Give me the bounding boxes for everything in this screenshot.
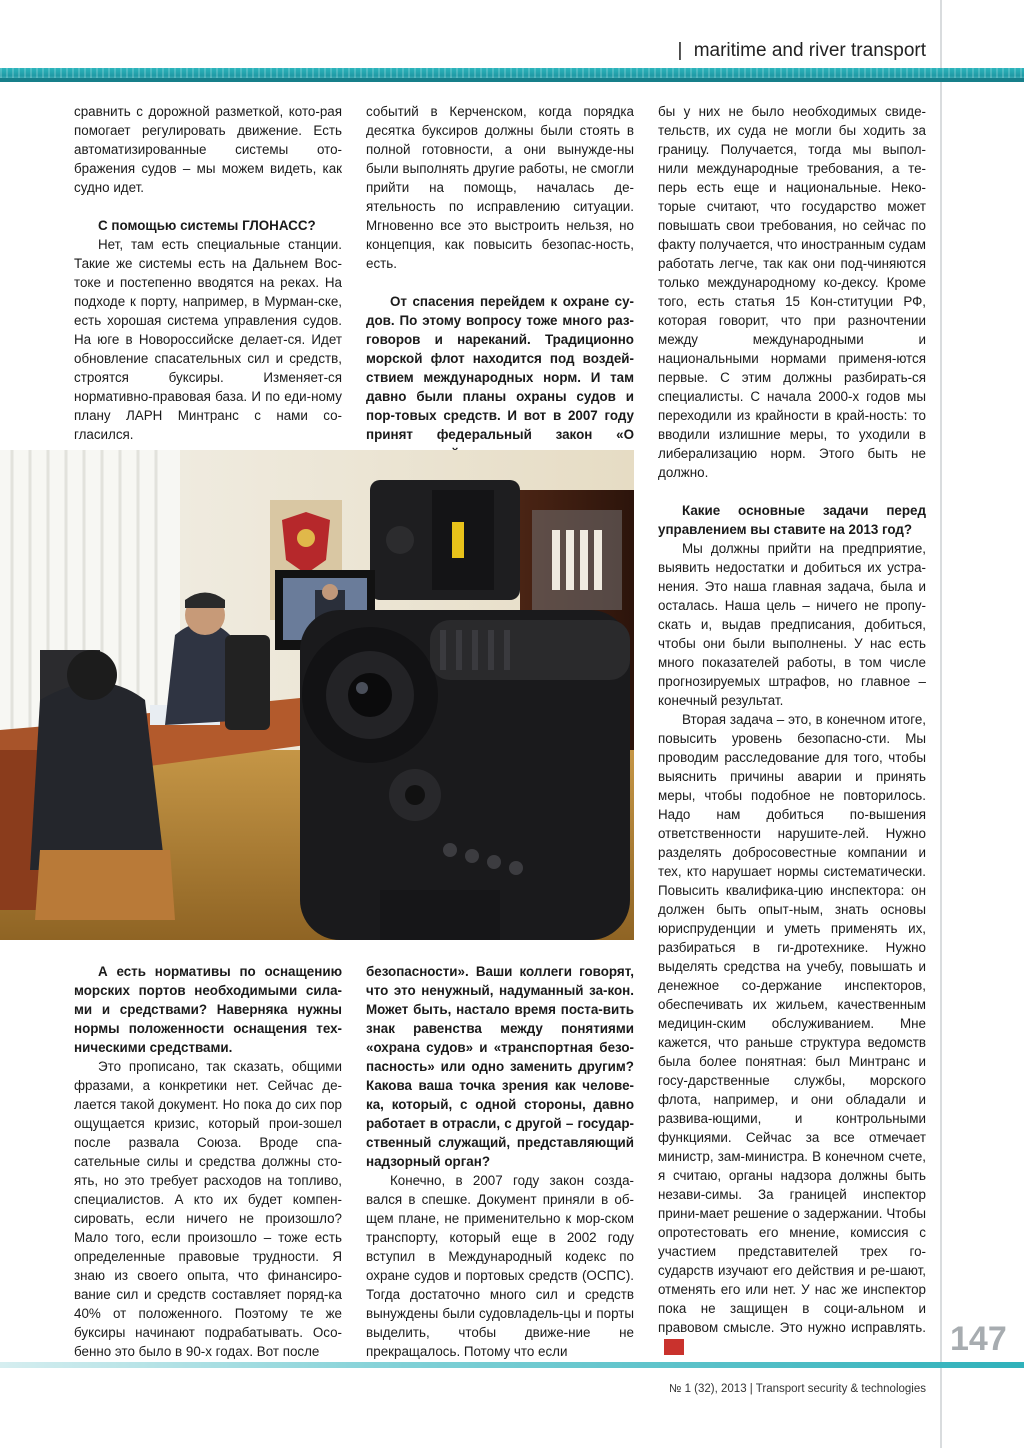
- header-band: [0, 68, 1024, 82]
- paragraph: сравнить с дорожной разметкой, кото-рая помогает регулировать движение. Есть автоматизированные системы ото-бражения судов – мы можем видеть, как судно идет.: [74, 104, 342, 195]
- interview-photo: [0, 450, 634, 940]
- footer-band: [0, 1362, 1024, 1368]
- page-number: 147: [950, 1320, 1007, 1358]
- column-3: [658, 102, 926, 1356]
- column-2-bottom: [366, 962, 634, 1361]
- end-logo: TST: [664, 1339, 684, 1355]
- paragraph: событий в Керченском, когда порядка десятка буксиров должны были стоять в полной готовности, а они вынужде-ны были выполнять другие работы, не смогли прийти на помощь, началась де-ятельность по исправлению ситуации. Мгновенно все это выстроить нельзя, но концепция, как повысить безопас-ность, есть.: [366, 104, 634, 271]
- paragraph: бы у них не было необходимых свиде-тельств, их суда не могли бы ходить за границу. Получается, тогда мы выпол-нили международные требования, а те-перь есть еще и национальные. Неко-торые считают, что государство может повышать свои требования, но сейчас по факту получается, что иностранным судам работать легче, так как они под-чиняются только международному ко-дексу. Кроме того, есть статья 15 Кон-ституции РФ, которая говорит, что при разночтении между международными и национальными нормами применя-ются первые. С этим должны разбирать-ся специалисты. С начала 2000-х годов мы переходили из крайности в край-ность: то вводили излишние меры, то уходили в либерализацию норм. Этого быть не должно.: [658, 104, 926, 480]
- header-divider: |: [677, 40, 683, 61]
- paragraph: С помощью системы ГЛОНАСС?: [98, 218, 316, 233]
- paragraph: Нет, там есть специальные станции. Такие же системы есть на Дальнем Вос-токе и постепенно вводятся на реках. На подходе к порту, например, в Мурман-ске, есть хорошая система управления судов. На юге в Новороссийске делает-ся. Идет обновление спасательных сил и средств, строятся буксиры. Изменяет-ся нормативно-правовая база. И по еди-ному плану ЛАРН Минтранс с нами со-гласился.: [74, 237, 342, 442]
- paragraph: Это прописано, так сказать, общими фразами, а конкретики нет. Сейчас де-лается такой документ. Но пока до сих пор ощущается кризис, который прои-зошел после развала Союза. Вроде спа-сательные силы и средства должны сто-ять, но это требует расходов на топливо, специалистов. А кто их будет компен-сировать, если ничего не произошло? Мало того, если произошло – тоже есть определенные правовые трудности. Я знаю из своего опыта, что финансиро-вание сил и средств составляет поряд-ка 40% от положенного. Поэтому те же буксиры начинают подрабатывать. Осо-бенно это было в 90-х годах. Вот после: [74, 1059, 342, 1359]
- column-1-bottom: [74, 962, 342, 1361]
- paragraph: Вторая задача – это, в конечном итоге, повысить уровень безопасно-сти. Мы проводим расследование для того, чтобы выяснить причины аварии и принять меры, чтобы подобное не повторилось. Надо нам добиться по-вышения ответственности нарушите-лей. Нужно разделять добросовестные компании и тех, кто нарушает нормы систематически. Повысить квалифика-цию инспектора: он должен быть опыт-ным, знать основы юриспруденции и уметь применять их, разбираться в ги-дротехнике. Нужно выделять средства на учебу, повышать и денежное со-держание инспекторов, обеспечивать их жильем, качественным медицин-ским обслуживанием. Мне кажется, что раньше структура ведомств была более понятная: был Минтранс и госу-дарственные службы, морского флота, например, и они обладали и развива-ющими, и контрольными функциями. Сейчас за все отмечает министр, зам-министра. В конечном счете, я считаю, органы надзора должны быть незави-симы. За границей инспектор прини-мает решение о задержании. Чтобы опротестовать его мнение, комиссия с участием представителей трех го-сударств изучают его действия и ре-шают, отменять его или нет. У нас же инспектор пока не защищен в соци-альном и правовом смысле. Это нужно исправлять. TST: [658, 710, 926, 1356]
- footer: № 1 (32), 2013 | Transport security & technologies: [669, 1383, 926, 1395]
- section-header: [677, 40, 926, 62]
- paragraph: безопасности». Ваши коллеги говорят, что это ненужный, надуманный за-кон. Может быть, настало время поста-вить знак равенства между понятиями «охрана судов» и «транспортная безо-пасность» или одно заменить другим? Какова ваша точка зрения как челове-ка, который, с одной стороны, давно работает в отрасли, с другой – государ-ственный служащий, представляющий надзорный орган?: [366, 964, 634, 1169]
- column-1-top: [74, 102, 342, 444]
- column-2-top: [366, 102, 634, 463]
- paragraph: Мы должны прийти на предприятие, выявить недостатки и добиться их устра-нения. Это наша главная задача, была и осталась. Наша цель – ничего не пропу-скать и, выдав предписания, добиться, чтобы они были выполнены. У нас есть много показателей работы, в том числе прогнозируемых штрафов, но главное – конечный результат.: [658, 541, 926, 708]
- paragraph: От спасения перейдем к охране су-дов. По этому вопросу тоже много раз-говоров и нареканий. Традиционно морской флот находится под воздей-ствием международных норм. И там давно были планы охраны судов и пор-товых средств. И вот в 2007 году принят федеральный закон «О: [366, 294, 634, 442]
- margin-rule: [940, 0, 942, 1448]
- section-title: maritime and river transport: [693, 40, 926, 61]
- paragraph: Какие основные задачи перед управлением вы ставите на 2013 год?: [658, 503, 926, 537]
- paragraph: Конечно, в 2007 году закон созда-вался в спешке. Документ приняли в об-щем плане, не применительно к мор-ском транспорту, который еще в 2002 году вступил в Международный кодекс по охране судов и портовых средств (ОСПС). Тогда достаточно много сил и средств вынуждены были судовладель-цы и порты выделить, чтобы движе-ние не прекращалось. Потому что если: [366, 1173, 634, 1359]
- paragraph: А есть нормативы по оснащению морских портов необходимыми сила-ми и средствами? Наверняка нужны нормы положенности оснащения тех-ническими средствами.: [74, 964, 342, 1055]
